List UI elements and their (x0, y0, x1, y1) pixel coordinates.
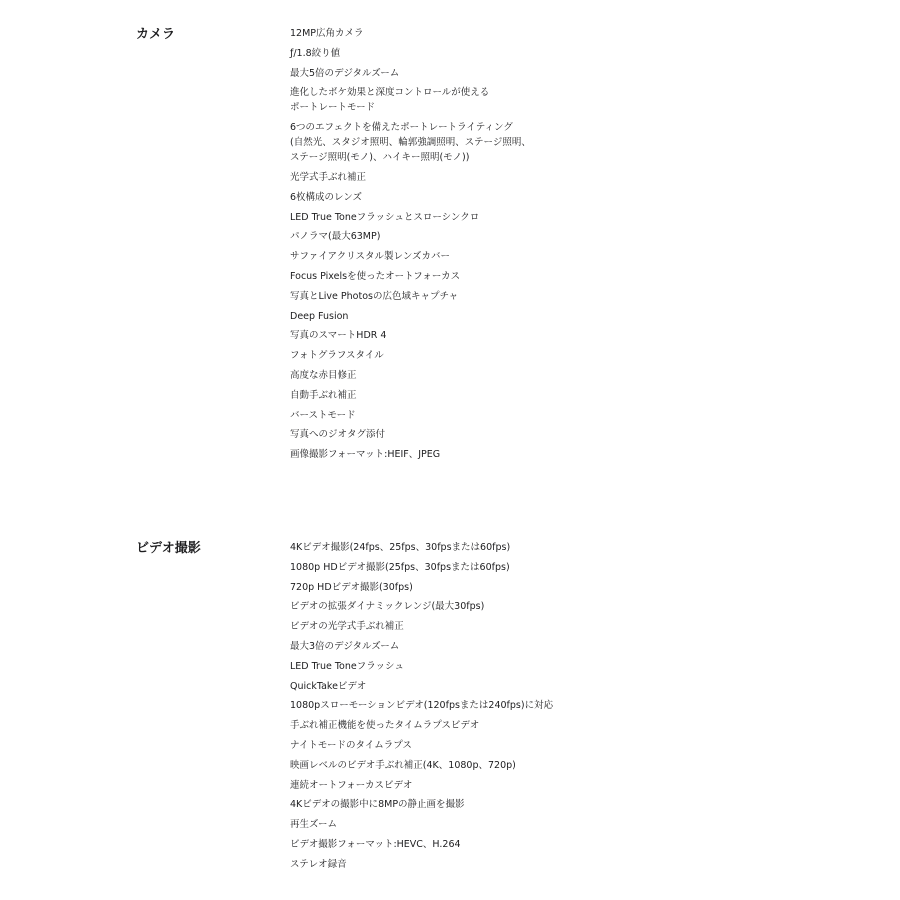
spec-item: LED True Toneフラッシュとスローシンクロ (290, 211, 480, 223)
spec-item: 最大5倍のデジタルズーム (290, 67, 400, 79)
spec-item: ビデオの光学式手ぶれ補正 (290, 621, 404, 633)
spec-item: バーストモード (290, 409, 356, 421)
spec-item: 6枚構成のレンズ (290, 191, 363, 203)
spec-item: 写真へのジオタグ添付 (290, 429, 386, 441)
spec-item: 手ぶれ補正機能を使ったタイムラプスビデオ (290, 720, 480, 732)
spec-item: 12MP広角カメラ (290, 28, 364, 39)
spec-item: 4Kビデオ撮影(24fps、25fps、30fpsまたは60fps) (290, 542, 511, 553)
spec-item: 4Kビデオの撮影中に8MPの静止画を撮影 (290, 799, 465, 811)
spec-item: ƒ/1.8絞り値 (290, 47, 341, 59)
spec-item: フォトグラフスタイル (290, 350, 384, 362)
spec-item: 写真とLive Photosの広色域キャプチャ (290, 290, 459, 302)
spec-item: 1080p HDビデオ撮影(25fps、30fpsまたは60fps) (290, 561, 510, 573)
spec-item: ステレオ録音 (290, 858, 347, 870)
spec-item: パノラマ(最大63MP) (290, 231, 381, 243)
spec-item: 6つのエフェクトを備えたポートレートライティング (自然光、スタジオ照明、輪郭強調照明、ステージ照明、 ステージ照明(モノ)、ハイキー照明(モノ)) (290, 122, 531, 164)
spec-item: 写真のスマートHDR 4 (290, 330, 387, 342)
video-section-title: ビデオ撮影 (136, 541, 201, 556)
spec-item: 720p HDビデオ撮影(30fps) (290, 581, 413, 593)
spec-item: 映画レベルのビデオ手ぶれ補正(4K、1080p、720p) (290, 759, 516, 771)
spec-item: Focus Pixelsを使ったオートフォーカス (290, 270, 461, 282)
spec-item: 最大3倍のデジタルズーム (290, 640, 400, 652)
video-spec-list (290, 540, 850, 877)
spec-item: 高度な赤目修正 (290, 369, 357, 381)
spec-item: 再生ズーム (290, 819, 338, 831)
camera-section-title: カメラ (136, 27, 176, 42)
camera-spec-list (290, 26, 850, 467)
spec-item: 自動手ぶれ補正 (290, 389, 357, 401)
spec-item: 連続オートフォーカスビデオ (290, 779, 413, 791)
spec-item: 画像撮影フォーマット:HEIF、JPEG (290, 449, 441, 461)
spec-item: ビデオ撮影フォーマット:HEVC、H.264 (290, 838, 461, 850)
spec-item: Deep Fusion (290, 310, 349, 322)
spec-item: サファイアクリスタル製レンズカバー (290, 251, 451, 263)
spec-item: LED True Toneフラッシュ (290, 660, 404, 672)
spec-item: QuickTakeビデオ (290, 680, 367, 692)
spec-item: ナイトモードのタイムラプス (290, 739, 412, 751)
spec-item: ビデオの拡張ダイナミックレンジ(最大30fps) (290, 601, 485, 613)
spec-item: 光学式手ぶれ補正 (290, 171, 367, 183)
spec-item: 1080pスローモーションビデオ(120fpsまたは240fps)に対応 (290, 700, 554, 712)
spec-item: 進化したボケ効果と深度コントロールが使える ポートレートモード (290, 87, 490, 114)
